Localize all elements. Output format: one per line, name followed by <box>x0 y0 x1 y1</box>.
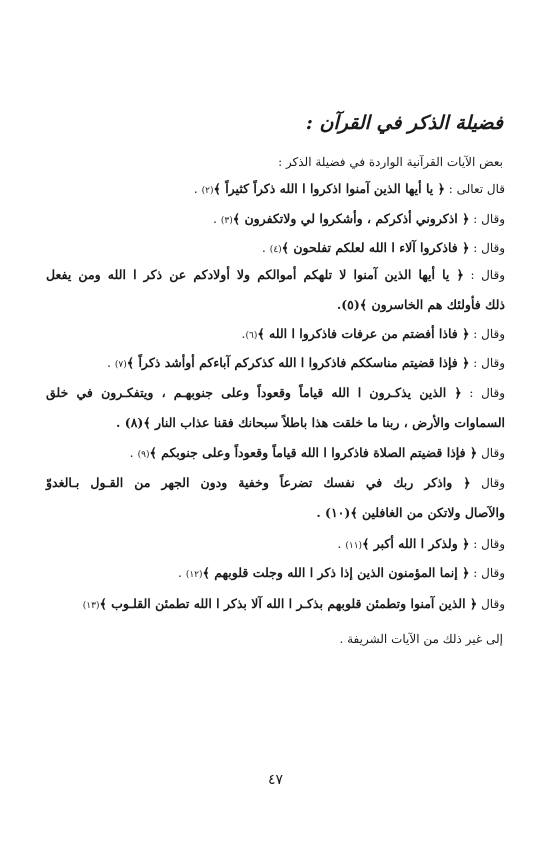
verse-line-6 <box>107 354 505 374</box>
verse-tail: . <box>106 355 115 370</box>
verse-text: ﴿ فإذا قضيتم الصلاة فاذكروا ا الله قياماً وقعوداً وعلى جنوبكم ﴾ <box>149 445 478 460</box>
verse-lead: وقال <box>470 476 505 490</box>
footnote-ref: (١١) <box>345 541 363 551</box>
verse-text: ﴿ إنما المؤمنون الذين إذا ذكر ا الله وجلت قلوبهم ﴾ <box>202 565 470 580</box>
verse-tail: . <box>129 445 138 460</box>
verse-line-12 <box>83 595 505 615</box>
verse-lead: وقال <box>477 446 505 460</box>
verse-line-2 <box>213 210 505 230</box>
verse-text: ﴿ فاذا أفضتم من عرفات فاذكروا ا الله ﴾ <box>257 326 470 341</box>
verse-tail: . <box>177 565 186 580</box>
verse-line-9 <box>46 474 505 492</box>
verse-lead: وقال : <box>461 386 505 400</box>
verse-line-8 <box>130 444 505 464</box>
verse-lead: وقال : <box>469 212 505 226</box>
verse-tail: . <box>241 326 246 341</box>
verse-tail: . <box>337 536 346 551</box>
verse-tail: . <box>116 415 125 430</box>
verse-lead: وقال : <box>469 327 505 341</box>
verse-line-7-continued <box>116 414 505 432</box>
verse-text: ﴿ واذكر ربك في نفسك تضرعاً وخفية ودون الجهر من القـول بـالغدوّ <box>46 475 471 490</box>
footnote-ref: (١٣) <box>82 601 100 611</box>
page-number: ٤٧ <box>267 772 284 788</box>
verse-text: ﴿ فإذا قضيتم مناسككم فاذكروا ا الله كذكركم آباءكم أوأشد ذكراً ﴾ <box>126 355 470 370</box>
verse-line-4 <box>46 266 505 284</box>
closing-text: إلى غير ذلك من الآيات الشريفة . <box>339 632 503 646</box>
footnote-ref: (١٠) <box>325 505 351 520</box>
section-title: فضيلة الذكر في القرآن : <box>305 112 503 134</box>
verse-line-11 <box>178 564 505 584</box>
verse-text: ﴿ يا أيها الذين آمنوا لا تلهكم أموالكم ولا أولادكم عن ذكر ا الله ومن يفعل <box>46 267 464 282</box>
verse-lead: وقال : <box>469 566 505 580</box>
verse-tail: . <box>261 240 270 255</box>
verse-text: ﴿ اذكروني أذكركم ، وأشكروا لي ولاتكفرون ﴾ <box>232 211 470 226</box>
verse-tail: . <box>336 297 342 312</box>
verse-text: ﴿ الذين آمنوا وتطمئن قلوبهم بذكـر ا الله آلا بذكر ا الله تطمئن القلـوب ﴾ <box>99 596 478 611</box>
verse-lead: وقال : <box>469 241 505 255</box>
verse-text: ﴿ يا أيها الذين آمنوا اذكروا ا الله ذكراً كثيراً ﴾ <box>213 181 445 196</box>
verse-tail: . <box>212 211 221 226</box>
verse-text: ﴿ ولذكر ا الله أكبر ﴾ <box>362 536 470 551</box>
verse-text: ﴿ فاذكروا آلاء ا الله لعلكم تفلحون ﴾ <box>281 240 470 255</box>
footnote-ref: (٤) <box>269 245 282 255</box>
footnote-ref: (٨) <box>124 415 144 430</box>
footnote-ref: (١٢) <box>185 570 203 580</box>
verse-tail: . <box>316 505 326 520</box>
verse-line-10 <box>337 535 505 555</box>
verse-lead: وقال : <box>469 356 505 370</box>
verse-lead: وقال : <box>463 268 505 282</box>
footnote-ref: (٩) <box>137 450 150 460</box>
footnote-ref: (٦) <box>245 331 258 341</box>
verse-line-9-continued <box>316 504 505 522</box>
verse-continuation: ذلك فأولئك هم الخاسرون ﴾ <box>359 297 505 312</box>
verse-line-4-continued <box>337 296 505 314</box>
intro-text: بعض الآيات القرآنية الواردة في فضيلة الذكر : <box>278 155 503 169</box>
verse-lead: وقال <box>477 597 505 611</box>
verse-line-3 <box>262 239 505 259</box>
footnote-ref: (٢) <box>201 186 214 196</box>
footnote-ref: (٣) <box>220 216 233 226</box>
verse-line-5 <box>241 325 505 345</box>
verse-continuation: السماوات والأرض ، ربنا ما خلقت هذا باطلاً سبحانك فقنا عذاب النار ﴾ <box>143 415 505 430</box>
verse-text: ﴿ الذين يذكـرون ا الله قياماً وقعوداً وعلى جنوبهـم ، ويتفكـرون في خلق <box>46 385 462 400</box>
verse-tail: . <box>193 181 202 196</box>
verse-line-7 <box>46 384 505 402</box>
verse-lead: قال تعالى : <box>444 182 505 196</box>
verse-lead: وقال : <box>469 537 505 551</box>
verse-line-1 <box>194 180 505 200</box>
verse-continuation: والآصال ولاتكن من الغافلين ﴾ <box>350 505 505 520</box>
footnote-ref: (٥) <box>341 297 360 312</box>
footnote-ref: (٧) <box>114 360 127 370</box>
